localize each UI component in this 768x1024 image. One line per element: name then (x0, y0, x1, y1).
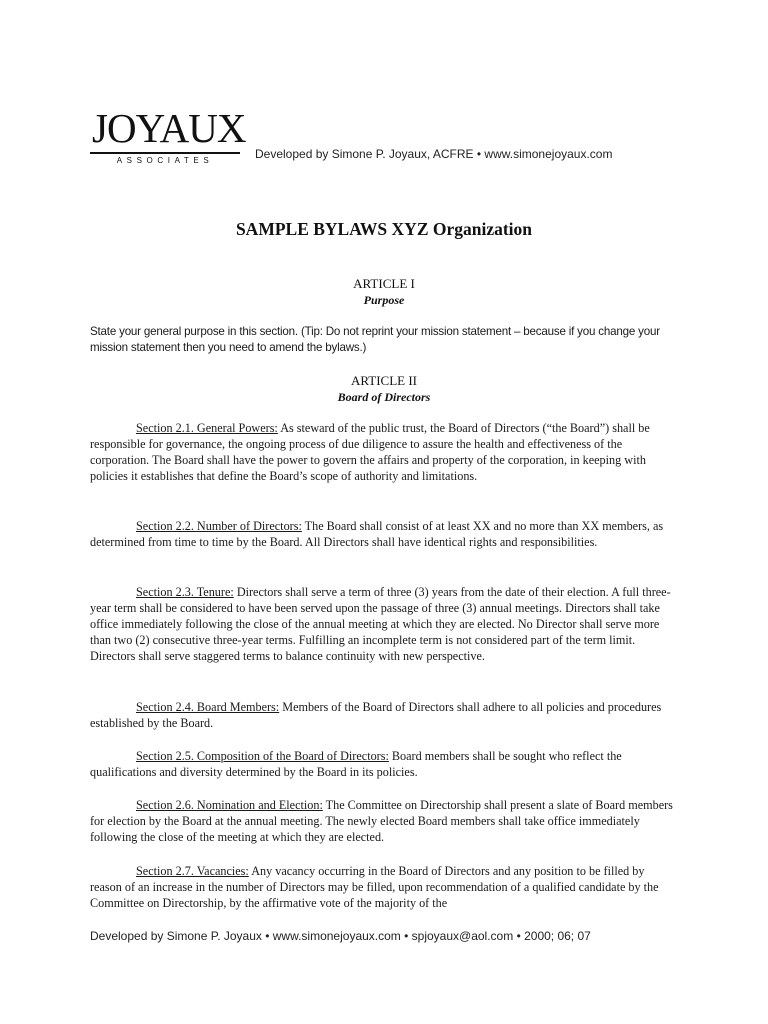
section-2-1-text: As steward of the public trust, the Board of Directors (“the Board”) shall be responsible for governance, the ongoing process of due diligence to assure the health and effectiveness of the corporation. The Board shall have the power to govern the affairs and property of the corporation, in keeping with policies it establishes that define the Board’s scope of authority and limitations. (90, 421, 650, 483)
section-2-2-label: Section 2.2. Number of Directors: (136, 519, 302, 533)
article-1-heading: ARTICLE I (353, 276, 415, 291)
section-2-3 (90, 585, 676, 665)
section-2-6-label: Section 2.6. Nomination and Election: (136, 798, 323, 812)
section-2-5 (90, 749, 676, 781)
section-2-5-label: Section 2.5. Composition of the Board of Directors: (136, 749, 389, 763)
section-2-6 (90, 798, 676, 846)
article-2-heading: ARTICLE II (350, 373, 417, 388)
section-2-4 (90, 700, 676, 732)
section-2-5-text: Board members shall be sought who reflect the qualifications and diversity determined by the Board in its policies. (90, 749, 622, 779)
section-2-7-label: Section 2.7. Vacancies: (136, 864, 249, 878)
section-2-3-text: Directors shall serve a term of three (3) years from the date of their election. A full three-year term shall be considered to have been served upon the passage of three (3) annual meetings. Directors shall take office immediately following the close of the annual meeting at which they are elected. No Director shall serve more than two (2) consecutive three-year terms. Fulfilling an incomplete term is not considered part of the term limit. Directors shall serve staggered terms to balance continuity with new perspective. (90, 585, 671, 663)
document-title: SAMPLE BYLAWS XYZ Organization (235, 219, 533, 239)
section-2-4-label: Section 2.4. Board Members: (136, 700, 280, 714)
joyaux-logo (90, 105, 246, 165)
header-developed-by: Developed by Simone P. Joyaux, ACFRE • www.simonejoyaux.com (255, 147, 613, 161)
article-1-body: State your general purpose in this section. (Tip: Do not reprint your mission statement – because if you change your mission statement then you need to amend the bylaws.) (90, 325, 660, 354)
section-2-1 (90, 421, 676, 485)
article-2-heading-block (0, 373, 768, 405)
article-1-subheading: Purpose (363, 293, 405, 307)
section-2-2 (90, 519, 676, 551)
section-2-6-text: The Committee on Directorship shall present a slate of Board members for election by the Board at the annual meeting. The newly elected Board members shall take office immediately following the close of the meeting at which they are elected. (90, 798, 673, 844)
section-2-3-label: Section 2.3. Tenure: (136, 585, 234, 599)
section-2-4-text: Members of the Board of Directors shall adhere to all policies and procedures established by the Board. (90, 700, 662, 730)
article-2-subheading: Board of Directors (337, 390, 431, 404)
logo-subtitle: ASSOCIATES (116, 156, 214, 165)
logo-rule (90, 152, 240, 154)
logo-wordmark: JOYAUX (92, 105, 246, 151)
article-1-heading-block (0, 276, 768, 308)
section-2-7-text: Any vacancy occurring in the Board of Directors and any position to be filled by reason of an increase in the number of Directors may be filled, upon recommendation of a qualified candidate by the Committee on Directorship, by the affirmative vote of the majority of the (90, 864, 659, 910)
page-footer: Developed by Simone P. Joyaux • www.simonejoyaux.com • spjoyaux@aol.com • 2000; 06; 07 (90, 929, 591, 943)
section-2-1-label: Section 2.1. General Powers: (136, 421, 278, 435)
section-2-7 (90, 864, 676, 912)
section-2-2-text: The Board shall consist of at least XX and no more than XX members, as determined from time to time by the Board. All Directors shall have identical rights and responsibilities. (90, 519, 664, 549)
